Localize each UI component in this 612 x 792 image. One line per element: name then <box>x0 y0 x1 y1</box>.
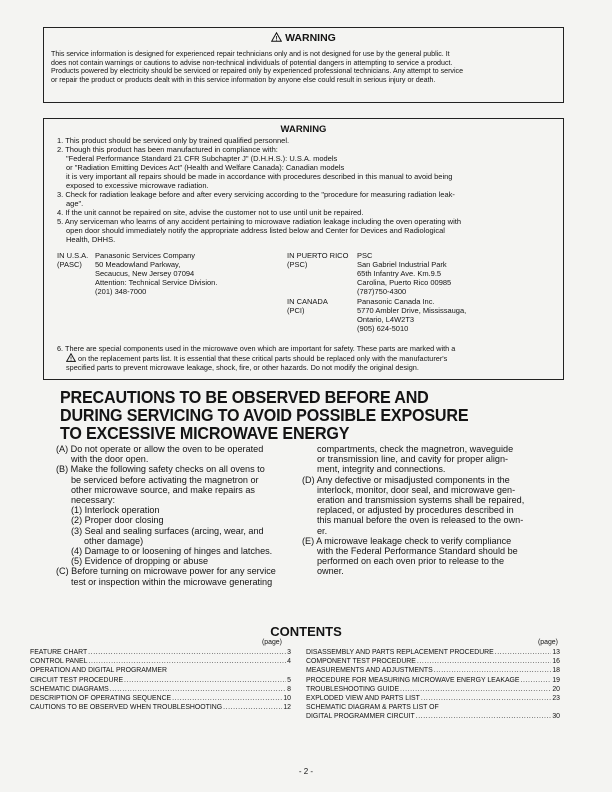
toc-entry[interactable]: EXPLODED VIEW AND PARTS LIST ..... 23 <box>306 694 560 703</box>
text-line: specified parts to prevent microwave leakage, shock, fire, or other hazards. Do not modify the original design. <box>66 363 419 372</box>
address-region: IN PUERTO RICO <box>287 251 349 260</box>
address-line: (905) 624-5010 <box>357 324 409 333</box>
address-region: IN CANADA <box>287 297 328 306</box>
address-code: (PSC) <box>287 260 308 269</box>
address-line: 50 Meadowland Parkway, <box>95 260 181 269</box>
text-line: Health, DHHS. <box>66 235 116 244</box>
text-line: (A) Do not operate or allow the oven to be operated <box>56 444 264 454</box>
toc-entry[interactable]: DESCRIPTION OF OPERATING SEQUENCE ..... 10 <box>30 694 291 703</box>
text-line: 1. This product should be serviced only by trained qualified personnel. <box>57 136 290 145</box>
text-line: 3. Check for radiation leakage before and after every servicing according to the "procedure for measuring radiation leak- <box>57 190 455 199</box>
address-line: Carolina, Puerto Rico 00985 <box>357 278 452 287</box>
text-line: or repair the product or products dealt with in this service information by anyone else could result in serious injury or death. <box>51 75 436 84</box>
text-line: ! on the replacement parts list. It is essential that these critical parts should be replaced only with the manufacturer's <box>57 353 553 363</box>
text-line: eration and transmission systems shall be repaired, <box>317 495 525 506</box>
top-warning-title: ! WARNING <box>44 32 563 44</box>
address-line: (787)750-4300 <box>357 287 407 296</box>
address-canada <box>287 297 466 333</box>
text-line: with the Federal Performance Standard should be <box>317 546 518 557</box>
text-line: replaced, or adjusted by procedures described in <box>317 505 514 516</box>
address-usa <box>57 251 217 296</box>
toc-entry[interactable]: SCHEMATIC DIAGRAM & PARTS LIST OF <box>306 704 439 712</box>
address-line: PSC <box>357 251 373 260</box>
address-region: IN U.S.A. <box>57 251 89 260</box>
item-6 <box>57 344 553 372</box>
text-line: compartments, check the magnetron, waveguide <box>317 444 514 454</box>
text-line: Products powered by electricity should be serviced or repaired only by experienced professional technicians. Any attempt to service <box>51 67 464 76</box>
contents-page-label-right: (page) <box>538 639 558 646</box>
toc-entry[interactable]: CONTROL PANEL ..... 4 <box>30 657 291 666</box>
address-line: San Gabriel Industrial Park <box>357 260 447 269</box>
text-line: 6. There are special components used in the microwave oven which are important for safety. These parts are marked with a <box>57 344 456 353</box>
text-line: other microwave source, and make repairs as <box>71 484 255 495</box>
toc-entry[interactable]: DIGITAL PROGRAMMER CIRCUIT ..... 30 <box>306 712 560 721</box>
address-code: (PCI) <box>287 306 305 315</box>
text-line: ment, integrity and connections. <box>317 464 446 475</box>
text-line: exposed to excessive microwave radiation. <box>66 181 209 190</box>
text-line: (3) Seal and sealing surfaces (arcing, wear, and <box>71 525 264 536</box>
page-number: - 2 - <box>298 767 314 776</box>
precautions-heading <box>60 388 600 442</box>
address-puerto-rico <box>287 251 451 296</box>
contents-right-list <box>306 648 560 722</box>
address-line: 5770 Ambler Drive, Mississauga, <box>357 306 467 315</box>
text-line: (C) Before turning on microwave power for any service <box>56 566 276 577</box>
heading-line: DURING SERVICING TO AVOID POSSIBLE EXPOSURE <box>60 405 469 425</box>
contents-left-list <box>30 648 291 712</box>
toc-entry[interactable]: OPERATION AND DIGITAL PROGRAMMER <box>30 667 167 675</box>
text-line: interlock, monitor, door seal, and microwave gen- <box>317 484 516 495</box>
precautions-left-column <box>56 444 308 587</box>
text-line: This service information is designed for experienced repair technicians only and is not designed for use by the general public. It <box>51 50 450 58</box>
warning-triangle-icon <box>66 353 76 362</box>
text-line: (5) Evidence of dropping or abuse <box>71 556 208 567</box>
text-line: other damage) <box>84 535 144 546</box>
text-line: (E) A microwave leakage check to verify compliance <box>302 535 512 546</box>
text-line: 2. Though this product has been manufactured in compliance with: <box>57 145 278 154</box>
toc-entry[interactable]: CIRCUIT TEST PROCEDURE ..... 5 <box>30 676 291 685</box>
text-line: this manual before the oven is released to the own- <box>317 515 524 526</box>
text-line: or "Radiation Emitting Devices Act" (Health and Welfare Canada): Canadian models <box>66 163 345 172</box>
text-line: (D) Any defective or misadjusted components in the <box>302 474 510 485</box>
heading-line: TO EXCESSIVE MICROWAVE ENERGY <box>60 423 350 443</box>
text-line: necessary: <box>71 495 115 506</box>
service-warning-box <box>43 118 564 380</box>
address-line: Secaucus, New Jersey 07094 <box>95 269 195 278</box>
address-line: Attention: Technical Service Division. <box>95 278 218 287</box>
top-warning-text <box>51 50 557 84</box>
warning-triangle-icon <box>271 32 282 42</box>
text-line: it is very important all repairs should be made in accordance with procedures described in this manual to avoid being <box>66 172 453 181</box>
svg-text:!: ! <box>275 36 278 42</box>
text-line: or transmission line, and cavity for proper align- <box>317 454 509 465</box>
toc-entry[interactable]: DISASSEMBLY AND PARTS REPLACEMENT PROCEDURE ..... 13 <box>306 648 560 657</box>
address-code: (PASC) <box>57 260 82 269</box>
service-warning-body <box>57 136 553 244</box>
text-line: owner. <box>317 566 344 577</box>
text-line: age". <box>66 199 84 208</box>
toc-entry[interactable]: SCHEMATIC DIAGRAMS ..... 8 <box>30 685 291 694</box>
heading-line: PRECAUTIONS TO BE OBSERVED BEFORE AND <box>60 387 429 407</box>
text-line: (B) Make the following safety checks on all ovens to <box>56 464 265 475</box>
address-line: (201) 348-7000 <box>95 287 147 296</box>
text-line: "Federal Performance Standard 21 CFR Subchapter J" (D.H.H.S.): U.S.A. models <box>66 154 338 163</box>
toc-entry[interactable]: FEATURE CHART ..... 3 <box>30 648 291 657</box>
contents-page-label-left: (page) <box>262 639 282 646</box>
text-line: be serviced before activating the magnetron or <box>71 474 259 485</box>
address-line: 65th Infantry Ave. Km.9.5 <box>357 269 442 278</box>
text-line: (1) Interlock operation <box>71 505 160 516</box>
toc-entry[interactable]: CAUTIONS TO BE OBSERVED WHEN TROUBLESHOOTING ..... 12 <box>30 703 291 712</box>
text-line: 4. If the unit cannot be repaired on site, advise the customer not to use until unit be repaired. <box>57 208 364 217</box>
address-line: Panasonic Canada Inc. <box>357 297 435 306</box>
text-line: test or inspection within the microwave generating <box>71 576 273 587</box>
service-warning-title: WARNING <box>280 124 327 135</box>
toc-entry[interactable]: MEASUREMENTS AND ADJUSTMENTS ..... 18 <box>306 666 560 675</box>
precautions-right-column <box>302 444 554 577</box>
text-line: open door should immediately notify the appropriate address listed below and Center for Devices and Radiological <box>66 226 445 235</box>
top-warning-box <box>43 27 564 103</box>
text-line: performed on each oven prior to release to the <box>317 556 505 567</box>
text-line: with the door open. <box>71 454 149 465</box>
text-line: does not contain warnings or cautions to advise non-technical individuals of potential dangers in attempting to service a product. <box>51 58 453 67</box>
text-line: (2) Proper door closing <box>71 515 164 526</box>
text-line: 5. Any serviceman who learns of any accident pertaining to microwave radiation leakage including the oven operating with <box>57 217 461 226</box>
toc-entry[interactable]: TROUBLESHOOTING GUIDE ..... 20 <box>306 685 560 694</box>
text-line: (4) Damage to or loosening of hinges and latches. <box>71 546 273 557</box>
svg-text:!: ! <box>70 356 72 362</box>
toc-entry[interactable]: COMPONENT TEST PROCEDURE ..... 16 <box>306 657 560 666</box>
address-line: Ontario, L4W2T3 <box>357 315 415 324</box>
address-line: Panasonic Services Company <box>95 251 196 260</box>
contents-title: CONTENTS <box>270 624 342 639</box>
toc-entry[interactable]: PROCEDURE FOR MEASURING MICROWAVE ENERGY LEAKAGE ..... 19 <box>306 676 560 685</box>
text-line: er. <box>317 525 328 536</box>
